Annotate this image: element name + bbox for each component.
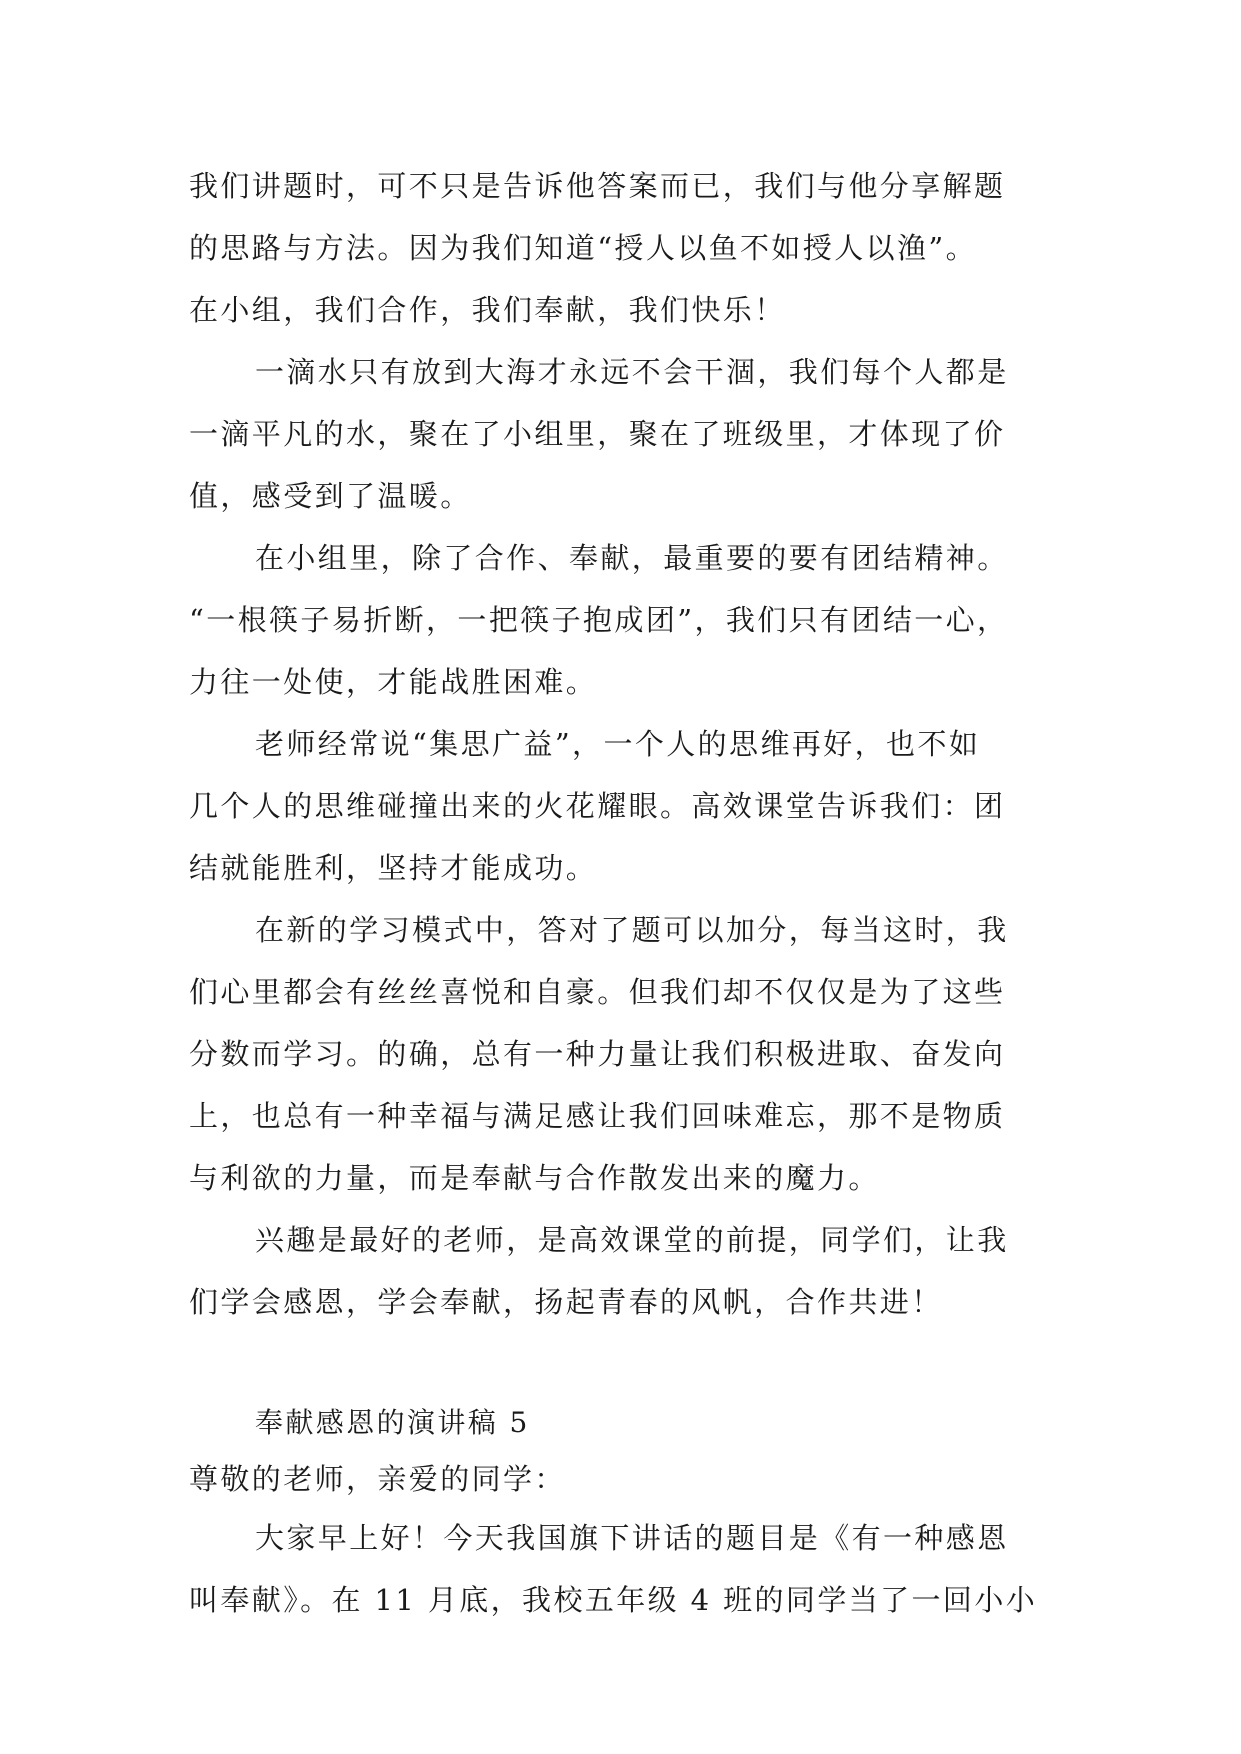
paragraph: [189, 1209, 1069, 1333]
text-line: 上，也总有一种幸福与满足感让我们回味难忘，那不是物质: [189, 1099, 1006, 1133]
paragraph: [189, 1507, 1069, 1631]
text-column: [189, 155, 1069, 1631]
text-line: 结就能胜利，坚持才能成功。: [189, 851, 598, 885]
text-line: 们心里都会有丝丝喜悦和自豪。但我们却不仅仅是为了这些: [189, 975, 1006, 1009]
section-title: 奉献感恩的演讲稿 5: [255, 1406, 530, 1439]
paragraph: [189, 713, 1069, 899]
text-line: 一滴水只有放到大海才永远不会干涸，我们每个人都是: [255, 355, 1009, 389]
text-line: 分数而学习。的确，总有一种力量让我们积极进取、奋发向: [189, 1037, 1006, 1071]
text-line: 在小组里，除了合作、奉献，最重要的要有团结精神。: [255, 541, 1009, 575]
paragraph: [189, 899, 1069, 1209]
paragraph: [189, 155, 1069, 341]
text-line: 力往一处使，才能战胜困难。: [189, 665, 598, 699]
text-line: 在新的学习模式中，答对了题可以加分，每当这时，我: [255, 913, 1009, 947]
text-line: 大家早上好！今天我国旗下讲话的题目是《有一种感恩: [255, 1521, 1009, 1555]
text-line: 我们讲题时，可不只是告诉他答案而已，我们与他分享解题: [189, 169, 1006, 203]
text-line: 的思路与方法。因为我们知道“授人以鱼不如授人以渔”。: [189, 231, 978, 265]
text-line: “一根筷子易折断，一把筷子抱成团”，我们只有团结一心，: [189, 603, 1009, 637]
text-line: 们学会感恩，学会奉献，扬起青春的风帆，合作共进！: [189, 1285, 943, 1319]
paragraph: [189, 341, 1069, 527]
text-line: 老师经常说“集思广益”，一个人的思维再好，也不如: [255, 727, 981, 761]
text-line: 值，感受到了温暖。: [189, 479, 472, 513]
text-line: 兴趣是最好的老师，是高效课堂的前提，同学们，让我: [255, 1223, 1009, 1257]
text-line: 在小组，我们合作，我们奉献，我们快乐！: [189, 293, 786, 327]
paragraph: [189, 527, 1069, 713]
text-line: 叫奉献》。在 11 月底，我校五年级 4 班的同学当了一回小小: [189, 1583, 1038, 1617]
text-line: 几个人的思维碰撞出来的火花耀眼。高效课堂告诉我们：团: [189, 789, 1006, 823]
text-line: 与利欲的力量，而是奉献与合作散发出来的魔力。: [189, 1161, 880, 1195]
blank-spacer: [189, 1333, 1069, 1395]
text-line: 一滴平凡的水，聚在了小组里，聚在了班级里，才体现了价: [189, 417, 1006, 451]
salutation: 尊敬的老师，亲爱的同学：: [189, 1462, 566, 1496]
